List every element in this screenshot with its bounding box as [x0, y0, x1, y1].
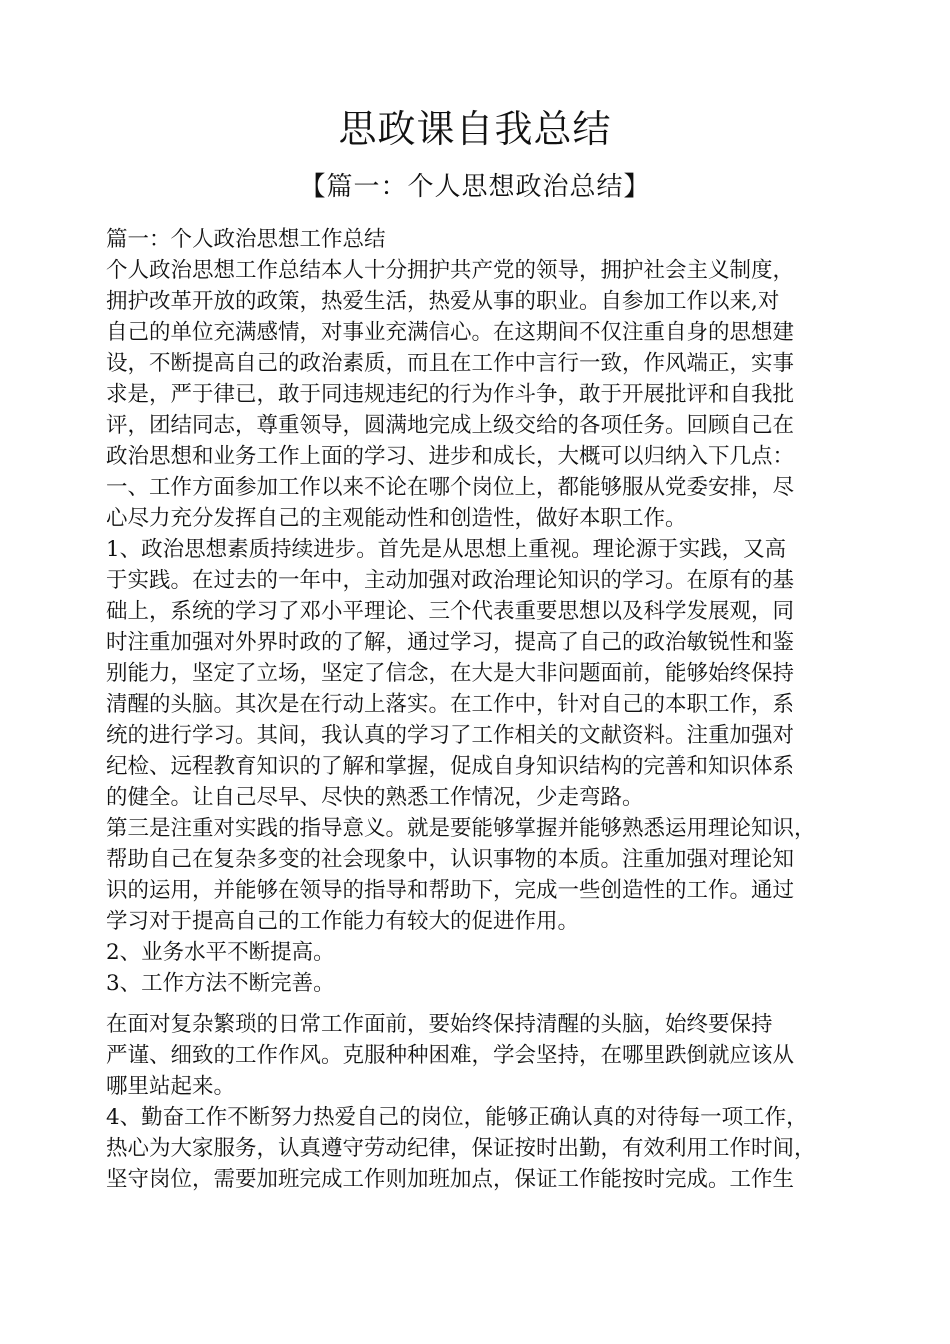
body-line: 时注重加强对外界时政的了解，通过学习，提高了自己的政治敏锐性和鉴 — [106, 630, 795, 655]
body-line: 政治思想和业务工作上面的学习、进步和成长，大概可以归纳入下几点： — [106, 444, 795, 469]
body-line: 篇一：个人政治思想工作总结 — [106, 227, 386, 252]
body-line: 一、工作方面参加工作以来不论在哪个岗位上，都能够服从党委安排，尽 — [106, 475, 795, 500]
body-line: 于实践。在过去的一年中，主动加强对政治理论知识的学习。在原有的基 — [106, 568, 795, 593]
body-line: 求是，严于律已，敢于同违规违纪的行为作斗争，敢于开展批评和自我批 — [106, 382, 795, 407]
body-line: 拥护改革开放的政策，热爱生活，热爱从事的职业。自参加工作以来,对 — [106, 289, 780, 314]
body-line: 哪里站起来。 — [106, 1074, 236, 1099]
body-line: 1、政治思想素质持续进步。首先是从思想上重视。理论源于实践，又高 — [106, 537, 787, 562]
body-line: 自己的单位充满感情，对事业充满信心。在这期间不仅注重自身的思想建 — [106, 320, 795, 345]
body-line: 评，团结同志，尊重领导，圆满地完成上级交给的各项任务。回顾自己在 — [106, 413, 795, 438]
body-line: 在面对复杂繁琐的日常工作面前，要始终保持清醒的头脑，始终要保持 — [106, 1012, 773, 1037]
body-line: 帮助自己在复杂多变的社会现象中，认识事物的本质。注重加强对理论知 — [106, 847, 795, 872]
paragraph-gap — [106, 999, 866, 1009]
body-line: 础上，系统的学习了邓小平理论、三个代表重要思想以及科学发展观，同 — [106, 599, 795, 624]
body-line: 3、工作方法不断完善。 — [106, 971, 335, 996]
body-line: 坚守岗位，需要加班完成工作则加班加点，保证工作能按时完成。工作生 — [106, 1167, 795, 1192]
body-line: 设，不断提高自己的政治素质，而且在工作中言行一致，作风端正，实事 — [106, 351, 795, 376]
body-line: 的健全。让自己尽早、尽快的熟悉工作情况，少走弯路。 — [106, 785, 644, 810]
body-line: 识的运用，并能够在领导的指导和帮助下，完成一些创造性的工作。通过 — [106, 878, 795, 903]
body-line: 纪检、远程教育知识的了解和掌握，促成自身知识结构的完善和知识体系 — [106, 754, 795, 779]
body-line: 别能力，坚定了立场，坚定了信念，在大是大非问题面前，能够始终保持 — [106, 661, 795, 686]
body-line: 清醒的头脑。其次是在行动上落实。在工作中，针对自己的本职工作，系 — [106, 692, 795, 717]
document-body — [106, 224, 866, 1195]
body-line: 4、勤奋工作不断努力热爱自己的岗位，能够正确认真的对待每一项工作， — [106, 1105, 808, 1130]
paragraph-block-a — [106, 224, 866, 999]
body-line: 严谨、细致的工作作风。克服种种困难，学会坚持，在哪里跌倒就应该从 — [106, 1043, 795, 1068]
body-line: 学习对于提高自己的工作能力有较大的促进作用。 — [106, 909, 580, 934]
body-line: 个人政治思想工作总结本人十分拥护共产党的领导，拥护社会主义制度， — [106, 258, 795, 283]
document-title: 思政课自我总结 — [338, 107, 612, 151]
body-line: 心尽力充分发挥自己的主观能动性和创造性，做好本职工作。 — [106, 506, 687, 531]
body-line: 2、业务水平不断提高。 — [106, 940, 335, 965]
document-subtitle: 【篇一：个人思想政治总结】 — [299, 172, 651, 202]
paragraph-block-b — [106, 1009, 866, 1195]
body-line: 统的进行学习。其间，我认真的学习了工作相关的文献资料。注重加强对 — [106, 723, 795, 748]
body-line: 第三是注重对实践的指导意义。就是要能够掌握并能够熟悉运用理论知识， — [106, 816, 816, 841]
body-line: 热心为大家服务，认真遵守劳动纪律，保证按时出勤，有效利用工作时间， — [106, 1136, 816, 1161]
